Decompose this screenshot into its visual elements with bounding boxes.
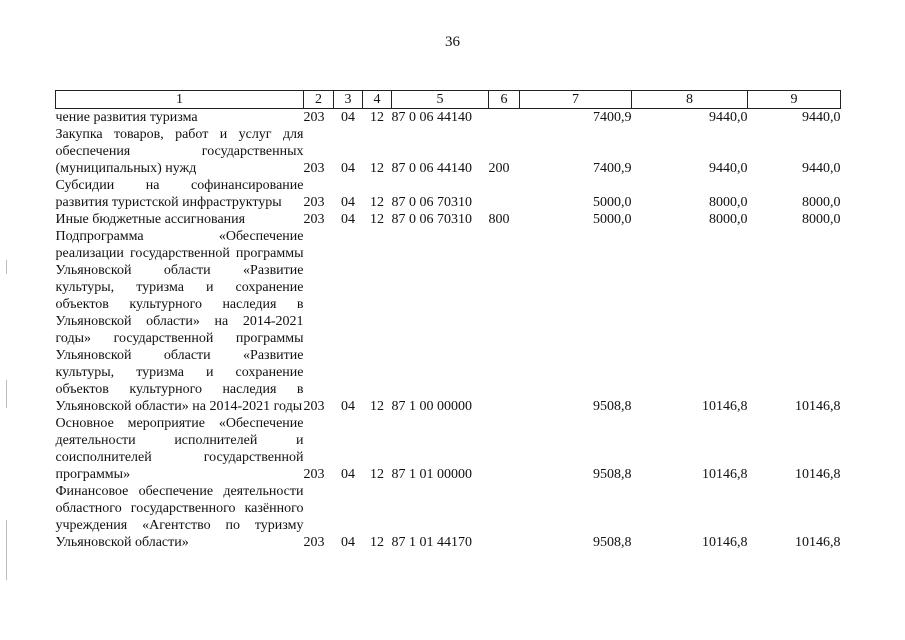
cell-amount-2: 10146,8 xyxy=(702,467,748,482)
cell-amount-1: 7400,9 xyxy=(593,161,632,176)
cell-section: 04 xyxy=(341,110,355,125)
cell-expense-type: 800 xyxy=(488,212,510,227)
cell-amount-3: 9440,0 xyxy=(802,110,841,125)
table-header-row xyxy=(56,91,841,109)
row-name: Иные бюджетные ассигнования xyxy=(55,212,246,227)
header-cell: 8 xyxy=(632,91,748,109)
cell-section: 04 xyxy=(341,195,355,210)
row-name: Закупка товаров, работ и услуг для обеспечения государственных (муниципальных) нужд xyxy=(55,127,304,176)
cell-expense-type xyxy=(489,109,520,127)
cell-amount-3: 10146,8 xyxy=(795,399,841,414)
cell-subsection: 12 xyxy=(370,212,384,227)
cell-amount-2: 9440,0 xyxy=(709,161,748,176)
cell-section: 04 xyxy=(341,467,355,482)
table-row xyxy=(56,483,841,551)
page-number: 36 xyxy=(445,34,460,50)
cell-code: 203 xyxy=(303,212,325,227)
header-cell: 5 xyxy=(392,91,489,109)
cell-amount-2: 10146,8 xyxy=(702,399,748,414)
cell-expense-type xyxy=(489,228,520,415)
cell-section: 04 xyxy=(341,535,355,550)
cell-target: 87 1 00 00000 xyxy=(391,399,472,414)
cell-amount-3: 10146,8 xyxy=(795,535,841,550)
cell-target: 87 1 01 44170 xyxy=(391,535,472,550)
header-cell: 2 xyxy=(304,91,334,109)
header-cell: 9 xyxy=(748,91,841,109)
cell-section: 04 xyxy=(341,399,355,414)
table-row xyxy=(56,211,841,228)
cell-code: 203 xyxy=(303,110,325,125)
cell-subsection: 12 xyxy=(370,110,384,125)
header-cell: 3 xyxy=(334,91,363,109)
table-row xyxy=(56,415,841,483)
cell-target: 87 0 06 44140 xyxy=(391,161,472,176)
cell-amount-2: 8000,0 xyxy=(709,212,748,227)
scan-margin-mark xyxy=(6,380,7,408)
header-cell: 6 xyxy=(489,91,520,109)
cell-amount-3: 8000,0 xyxy=(802,195,841,210)
cell-expense-type xyxy=(489,177,520,211)
cell-target: 87 1 01 00000 xyxy=(391,467,472,482)
row-name: Финансовое обеспечение деятельности областного государственного казённого учреждения «Агентство по туризму Ульяновской области» xyxy=(55,484,304,550)
header-cell: 1 xyxy=(56,91,304,109)
cell-amount-1: 9508,8 xyxy=(593,467,632,482)
cell-expense-type xyxy=(489,483,520,551)
cell-subsection: 12 xyxy=(370,195,384,210)
cell-target: 87 0 06 44140 xyxy=(391,110,472,125)
cell-amount-1: 9508,8 xyxy=(593,399,632,414)
cell-target: 87 0 06 70310 xyxy=(391,195,472,210)
table-row xyxy=(56,109,841,127)
cell-expense-type xyxy=(489,415,520,483)
cell-subsection: 12 xyxy=(370,399,384,414)
table-row xyxy=(56,228,841,415)
cell-amount-1: 7400,9 xyxy=(593,110,632,125)
header-cell: 7 xyxy=(520,91,632,109)
cell-amount-3: 8000,0 xyxy=(802,212,841,227)
cell-code: 203 xyxy=(303,399,325,414)
row-name: Основное мероприятие «Обеспечение деятельности исполнителей и соисполнителей государственной программы» xyxy=(55,416,304,482)
cell-amount-1: 9508,8 xyxy=(593,535,632,550)
cell-amount-2: 9440,0 xyxy=(709,110,748,125)
cell-code: 203 xyxy=(303,195,325,210)
cell-amount-1: 5000,0 xyxy=(593,212,632,227)
cell-subsection: 12 xyxy=(370,535,384,550)
cell-amount-2: 8000,0 xyxy=(709,195,748,210)
cell-code: 203 xyxy=(303,467,325,482)
row-name: чение развития туризма xyxy=(55,110,198,125)
cell-target: 87 0 06 70310 xyxy=(391,212,472,227)
table-row xyxy=(56,126,841,177)
cell-code: 203 xyxy=(303,161,325,176)
row-name: Подпрограмма «Обеспечение реализации государственной программы Ульяновской области «Развитие культуры, туризма и сохранение объектов культурного наследия в Ульяновской области» на 2014-2021 годы» государственной программы Ульяновской области «Развитие культуры, туризма и сохранение объектов культурного наследия в Ульяновской области» на 2014-2021 годы xyxy=(55,229,304,414)
header-cell: 4 xyxy=(363,91,392,109)
cell-code: 203 xyxy=(303,535,325,550)
scan-margin-mark xyxy=(6,260,7,274)
cell-expense-type: 200 xyxy=(488,161,510,176)
cell-subsection: 12 xyxy=(370,161,384,176)
cell-subsection: 12 xyxy=(370,467,384,482)
cell-amount-1: 5000,0 xyxy=(593,195,632,210)
cell-section: 04 xyxy=(341,161,355,176)
budget-table xyxy=(55,90,841,551)
row-name: Субсидии на софинансирование развития туристской инфраструктуры xyxy=(55,178,304,210)
scan-margin-mark xyxy=(6,520,7,580)
cell-amount-2: 10146,8 xyxy=(702,535,748,550)
cell-amount-3: 9440,0 xyxy=(802,161,841,176)
cell-section: 04 xyxy=(341,212,355,227)
cell-amount-3: 10146,8 xyxy=(795,467,841,482)
table-row xyxy=(56,177,841,211)
